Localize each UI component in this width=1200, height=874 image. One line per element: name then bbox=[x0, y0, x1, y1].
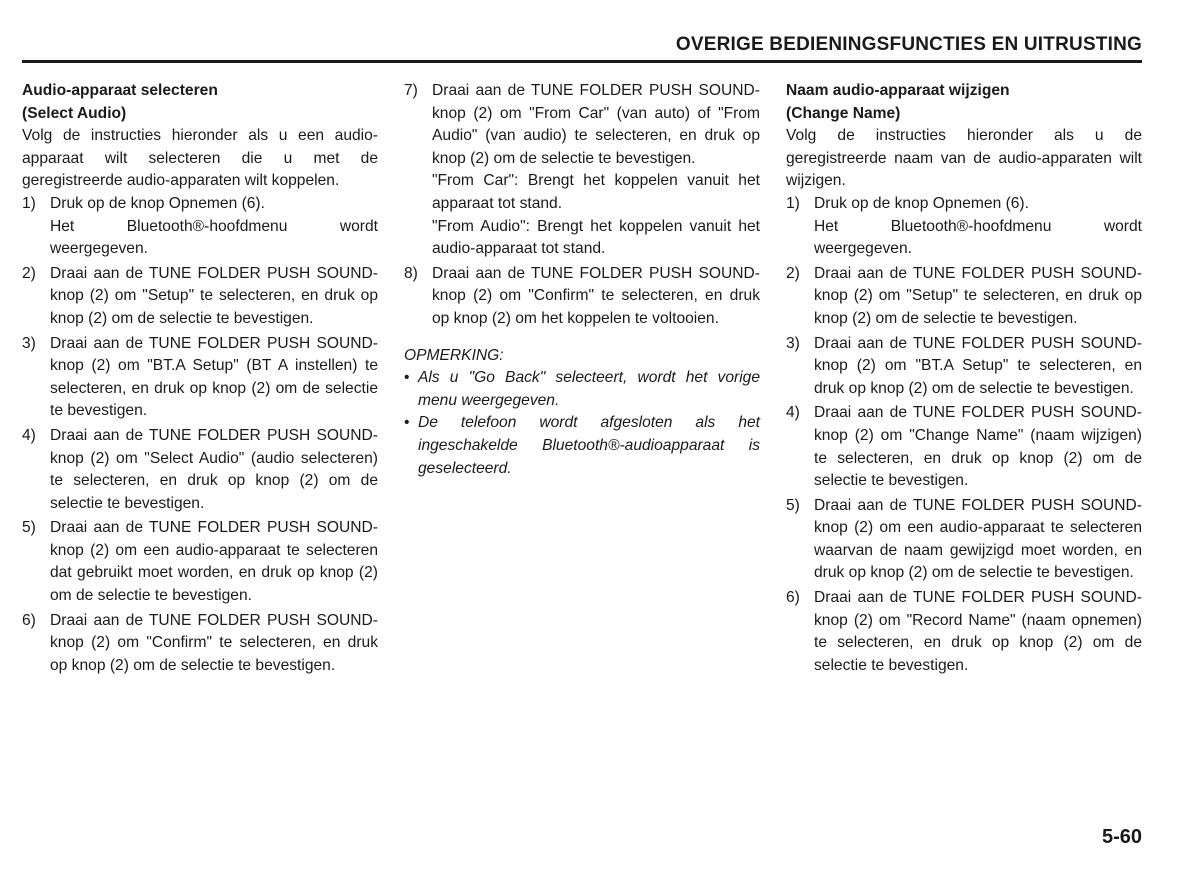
step-text: Draai aan de TUNE FOLDER PUSH SOUND-knop (2) om een audio-apparaat te selecteren waarvan de naam gewijzigd moet worden, en druk op knop (2) om de selectie te bevestigen. bbox=[814, 496, 1142, 582]
step-text: Draai aan de TUNE FOLDER PUSH SOUND-knop (2) om "Record Name" (naam opnemen) te selecteren, en druk op knop (2) om de selectie te bevestigen. bbox=[814, 589, 1142, 674]
step-number: 6) bbox=[786, 589, 800, 607]
step-number: 4) bbox=[786, 404, 800, 422]
step-list bbox=[786, 193, 1142, 677]
page-header: OVERIGE BEDIENINGSFUNCTIES EN UITRUSTING bbox=[675, 34, 1142, 55]
section-intro: Volg de instructies hieronder als u de geregistreerde naam van de audio-apparaten wilt wijzigen. bbox=[786, 127, 1142, 190]
bullet-icon: • bbox=[404, 369, 410, 387]
step-item bbox=[22, 263, 378, 331]
bullet-icon: • bbox=[404, 414, 410, 432]
step-item bbox=[786, 587, 1142, 677]
step-item bbox=[22, 610, 378, 678]
column-change-name bbox=[786, 80, 1142, 679]
section-heading: Naam audio-apparaat wijzigen bbox=[786, 82, 1010, 99]
section-intro: Volg de instructies hieronder als u een audio-apparaat wilt selecteren die u met de geregistreerde audio-apparaten wilt koppelen. bbox=[22, 127, 378, 190]
step-text: Draai aan de TUNE FOLDER PUSH SOUND-knop (2) om "Setup" te selecteren, en druk op knop (2) om de selectie te bevestigen. bbox=[50, 264, 378, 327]
step-item bbox=[22, 425, 378, 515]
step-item bbox=[22, 517, 378, 607]
section-subheading: (Change Name) bbox=[786, 104, 901, 122]
step-item bbox=[786, 402, 1142, 492]
step-text: Druk op de knop Opnemen (6). bbox=[50, 194, 265, 212]
step-item bbox=[786, 193, 1142, 261]
step-subtext: Het Bluetooth®-hoofdmenu wordt weergegeven. bbox=[50, 217, 378, 258]
step-number: 2) bbox=[22, 264, 36, 282]
step-text: Draai aan de TUNE FOLDER PUSH SOUND-knop (2) om een audio-apparaat te selecteren dat gebruikt moet worden, en druk op knop (2) om de selectie te bevestigen. bbox=[50, 519, 378, 605]
step-item bbox=[786, 495, 1142, 585]
step-item bbox=[786, 263, 1142, 331]
step-text: Draai aan de TUNE FOLDER PUSH SOUND-knop (2) om "Setup" te selecteren, en druk op knop (2) om de selectie te bevestigen. bbox=[814, 264, 1142, 327]
page-number: 5-60 bbox=[1101, 826, 1142, 848]
note-list bbox=[404, 367, 760, 480]
step-number: 1) bbox=[786, 194, 800, 212]
step-item bbox=[404, 80, 760, 261]
step-item bbox=[786, 333, 1142, 401]
header-rule bbox=[22, 60, 1142, 63]
step-number: 5) bbox=[786, 496, 800, 514]
step-number: 6) bbox=[22, 611, 36, 629]
step-number: 4) bbox=[22, 426, 36, 444]
step-number: 2) bbox=[786, 264, 800, 282]
section-heading: Audio-apparaat selecteren bbox=[22, 82, 218, 99]
step-number: 8) bbox=[404, 264, 418, 282]
step-text: Draai aan de TUNE FOLDER PUSH SOUND-knop (2) om "Confirm" te selecteren, en druk op knop (2) om het koppelen te voltooien. bbox=[432, 264, 760, 327]
step-text: Draai aan de TUNE FOLDER PUSH SOUND-knop (2) om "Select Audio" (audio selecteren) te selecteren, en druk op knop (2) om de selectie te bevestigen. bbox=[50, 426, 378, 512]
step-text: Draai aan de TUNE FOLDER PUSH SOUND-knop (2) om "BT.A Setup" (BT A instellen) te selecteren, en druk op knop (2) om de selectie te bevestigen. bbox=[50, 334, 378, 420]
step-text: Draai aan de TUNE FOLDER PUSH SOUND-knop (2) om "From Car" (van auto) of "From Audio" (van audio) te selecteren, en druk op knop (2) om de selectie te bevestigen. bbox=[432, 82, 760, 167]
step-subtext: "From Car": Brengt het koppelen vanuit het apparaat tot stand. bbox=[432, 172, 760, 212]
step-number: 5) bbox=[22, 519, 36, 537]
step-text: Draai aan de TUNE FOLDER PUSH SOUND-knop (2) om "Confirm" te selecteren, en druk op knop (2) om de selectie te bevestigen. bbox=[50, 611, 378, 674]
step-number: 1) bbox=[22, 194, 36, 212]
step-number: 3) bbox=[786, 334, 800, 352]
note-item bbox=[404, 367, 760, 412]
step-text: Draai aan de TUNE FOLDER PUSH SOUND-knop (2) om "Change Name" (naam wijzigen) te selecteren, en druk op knop (2) om de selectie te bevestigen. bbox=[814, 404, 1142, 490]
note-text: Als u "Go Back" selecteert, wordt het vorige menu weergegeven. bbox=[418, 369, 760, 409]
note-text: De telefoon wordt afgesloten als het ingeschakelde Bluetooth®-audioapparaat is geselecteerd. bbox=[418, 414, 760, 477]
step-item bbox=[22, 333, 378, 423]
section-subheading: (Select Audio) bbox=[22, 104, 127, 122]
step-text: Druk op de knop Opnemen (6). bbox=[814, 194, 1029, 212]
column-continued-steps bbox=[404, 80, 760, 480]
step-item bbox=[22, 193, 378, 261]
step-item bbox=[404, 263, 760, 331]
step-subtext: "From Audio": Brengt het koppelen vanuit het audio-apparaat tot stand. bbox=[432, 217, 760, 258]
step-subtext: Het Bluetooth®-hoofdmenu wordt weergegeven. bbox=[814, 217, 1142, 258]
step-number: 7) bbox=[404, 82, 418, 99]
step-text: Draai aan de TUNE FOLDER PUSH SOUND-knop (2) om "BT.A Setup" te selecteren, en druk op knop (2) om de selectie te bevestigen. bbox=[814, 334, 1142, 397]
note-title: OPMERKING: bbox=[404, 346, 504, 364]
column-select-audio bbox=[22, 80, 378, 679]
step-list bbox=[404, 80, 760, 331]
step-number: 3) bbox=[22, 334, 36, 352]
step-list bbox=[22, 193, 378, 677]
note-item bbox=[404, 412, 760, 480]
